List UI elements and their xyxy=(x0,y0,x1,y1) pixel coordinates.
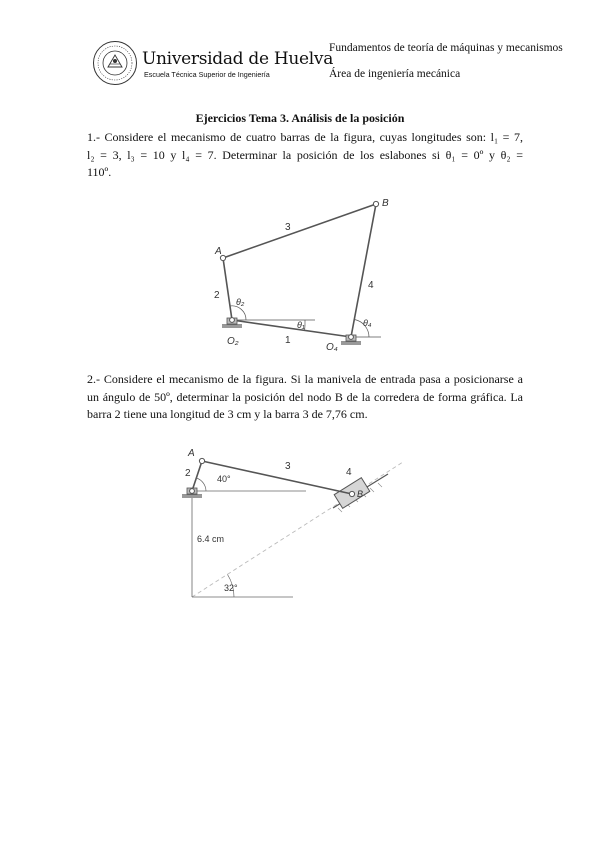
link-2-bar xyxy=(223,258,232,320)
exercise-1-line-3: 110º. xyxy=(87,165,112,179)
label-node-a: A xyxy=(215,246,222,257)
label-ground-o2: O₂ xyxy=(227,336,239,347)
label-vertical-dimension: 6.4 cm xyxy=(197,534,225,544)
node-a-pin xyxy=(199,458,204,463)
slider-crank-figure xyxy=(170,442,410,602)
node-b-pin xyxy=(349,491,354,496)
exercise-2-line-3: barra 2 tiene una longitud de 3 cm y la barra 3 de 7,76 cm. xyxy=(87,407,368,421)
school-name: Escuela Técnica Superior de Ingeniería xyxy=(144,70,270,79)
exercise-2-text xyxy=(87,371,523,424)
label-node-b: B xyxy=(382,198,389,209)
university-name: Universidad de Huelva xyxy=(142,49,334,69)
page-title: Ejercicios Tema 3. Análisis de la posición xyxy=(195,111,405,125)
ground-o2-support xyxy=(222,318,242,328)
exercise-1-line-1: 1.- Considere el mecanismo de cuatro barras de la figura, cuyas longitudes son: l₁ = 7, xyxy=(87,130,523,144)
label-theta-1: θ₁ xyxy=(297,320,305,330)
label-node-a: A xyxy=(188,448,195,459)
label-link-1: 1 xyxy=(285,335,291,346)
exercise-2-line-1: 2.- Considere el mecanismo de la figura. Si la manivela de entrada pasa a posicionarse a xyxy=(87,372,523,386)
label-theta-4: θ₄ xyxy=(363,318,372,328)
link-2-bar xyxy=(192,461,202,491)
label-ground-o4: O₄ xyxy=(326,342,338,352)
node-b-pin xyxy=(373,201,378,206)
label-node-b: B xyxy=(357,489,364,499)
label-link-4: 4 xyxy=(368,280,374,291)
link-1-bar xyxy=(232,320,351,337)
link-3-bar xyxy=(223,204,376,258)
label-link-3: 3 xyxy=(285,461,291,472)
ground-support xyxy=(182,488,202,498)
exercise-1-line-2: l₂ = 3, l₃ = 10 y l₄ = 7. Determinar la posición de los eslabones si θ₁ = 0º y θ₂ = xyxy=(87,147,523,162)
university-logo xyxy=(92,40,334,86)
label-link-2: 2 xyxy=(214,290,220,301)
course-name: Fundamentos de teoría de máquinas y mecanismos xyxy=(329,42,563,54)
exercise-1-text xyxy=(87,129,523,182)
area-name: Área de ingeniería mecánica xyxy=(329,68,461,80)
university-seal-icon xyxy=(92,40,138,86)
label-theta-2: θ₂ xyxy=(236,297,245,307)
label-slope-angle: 32° xyxy=(224,583,238,593)
four-bar-figure xyxy=(205,192,405,352)
label-crank-angle: 40° xyxy=(217,474,231,484)
label-link-3: 3 xyxy=(285,222,291,233)
exercise-2-line-2: un ángulo de 50º, determinar la posición del nodo B de la corredera de forma gráfica. La xyxy=(87,389,523,404)
label-link-2: 2 xyxy=(185,468,191,479)
label-link-4: 4 xyxy=(346,467,352,478)
